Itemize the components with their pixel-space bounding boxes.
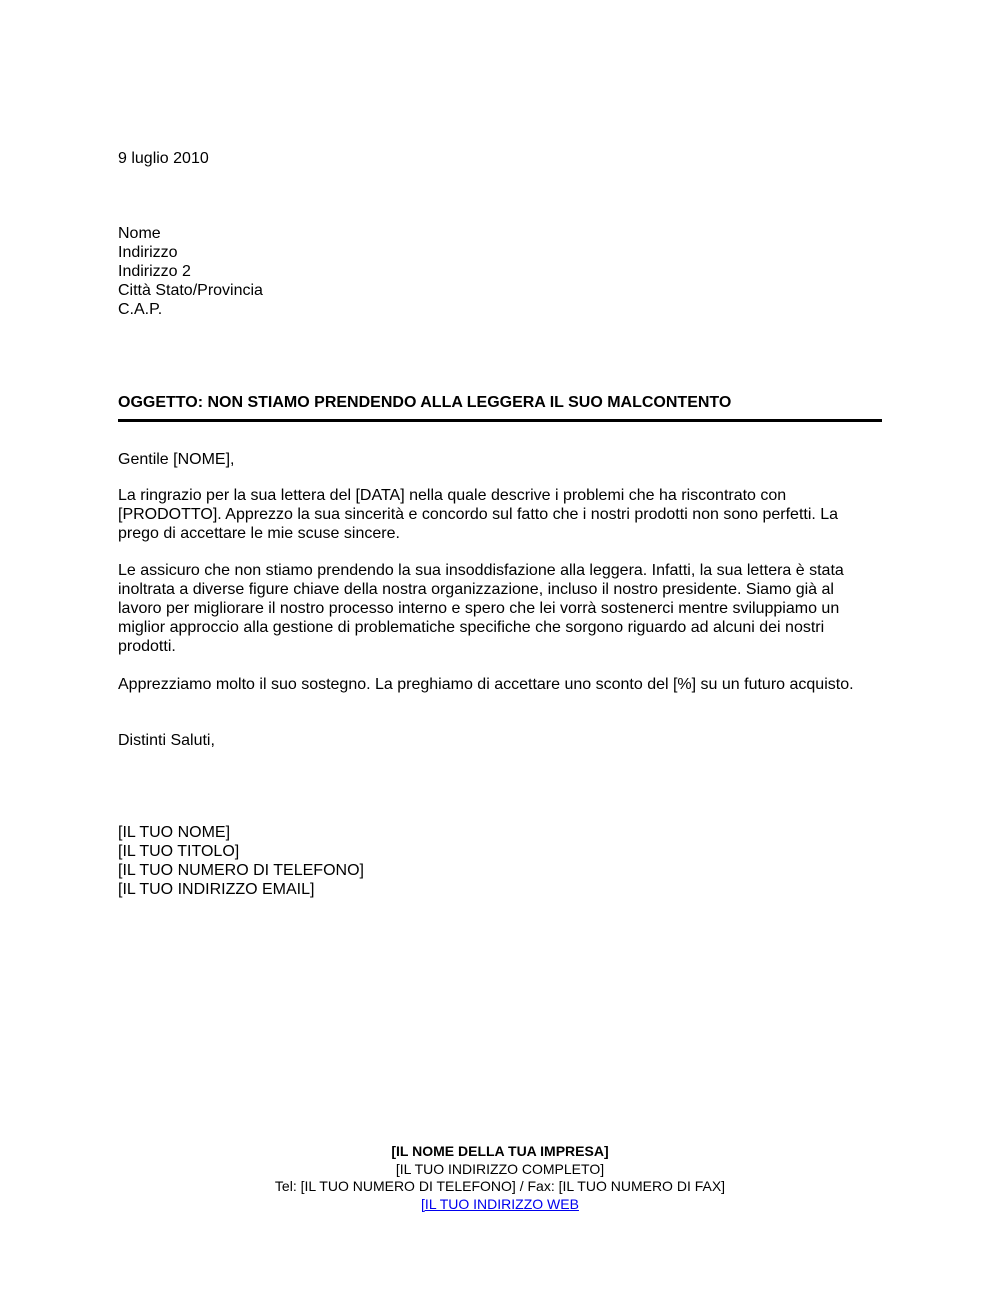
footer-address: [IL TUO INDIRIZZO COMPLETO]: [395, 1160, 605, 1177]
recipient-address1: Indirizzo: [118, 244, 178, 261]
letter-date: [118, 149, 882, 168]
signature-name: [IL TUO NOME]: [118, 824, 231, 841]
subject-divider: [118, 419, 882, 422]
footer-company-name: [IL NOME DELLA TUA IMPRESA]: [391, 1143, 609, 1159]
signature-title: [IL TUO TITOLO]: [118, 843, 240, 860]
recipient-city-state: Città Stato/Provincia: [118, 282, 263, 299]
recipient-name: Nome: [118, 225, 161, 242]
paragraph-1: [118, 486, 882, 543]
closing-text: Distinti Saluti,: [118, 732, 215, 749]
signature-phone: [IL TUO NUMERO DI TELEFONO]: [118, 862, 364, 879]
paragraph-2-line: prodotti.: [118, 638, 176, 655]
recipient-zip: C.A.P.: [118, 301, 163, 318]
greeting-text: Gentile [NOME],: [118, 451, 235, 468]
subject-heading: [118, 393, 882, 412]
paragraph-2-line: miglior approccio alla gestione di problematiche specifiche che sorgono riguardo ad alcuni dei nostri: [118, 619, 825, 636]
signature-email: [IL TUO INDIRIZZO EMAIL]: [118, 881, 315, 898]
recipient-address: [118, 224, 882, 319]
footer-contacts: Tel: [IL TUO NUMERO DI TELEFONO] / Fax: [IL TUO NUMERO DI FAX]: [274, 1178, 726, 1194]
paragraph-1-line: [PRODOTTO]. Apprezzo la sua sincerità e concordo sul fatto che i nostri prodotti non sono perfetti. La: [118, 506, 839, 523]
paragraph-2-line: Le assicuro che non stiamo prendendo la sua insoddisfazione alla leggera. Infatti, la sua lettera è stata: [118, 562, 844, 579]
paragraph-2: [118, 561, 882, 656]
paragraph-2-line: inoltrata a diverse figure chiave della nostra organizzazione, incluso il nostro presidente. Siamo già al: [118, 581, 834, 598]
paragraph-3-text: Apprezziamo molto il suo sostegno. La preghiamo di accettare uno sconto del [%] su un futuro acquisto.: [118, 676, 854, 693]
paragraph-3: [118, 675, 882, 694]
date-text: 9 luglio 2010: [118, 150, 209, 167]
paragraph-1-line: prego di accettare le mie scuse sincere.: [118, 525, 400, 542]
recipient-address2: Indirizzo 2: [118, 263, 191, 280]
closing: [118, 731, 882, 750]
paragraph-2-line: lavoro per migliorare il nostro processo interno e spero che lei vorrà sostenerci mentre sviluppiamo un: [118, 600, 840, 617]
subject-text: OGGETTO: NON STIAMO PRENDENDO ALLA LEGGERA IL SUO MALCONTENTO: [118, 394, 732, 411]
signature-block: [118, 823, 882, 899]
paragraph-1-line: La ringrazio per la sua lettera del [DATA] nella quale descrive i problemi che ha riscontrato con: [118, 487, 787, 504]
greeting: [118, 450, 882, 469]
footer-web-link[interactable]: [IL TUO INDIRIZZO WEB: [421, 1195, 579, 1212]
company-footer: [0, 1143, 1000, 1213]
